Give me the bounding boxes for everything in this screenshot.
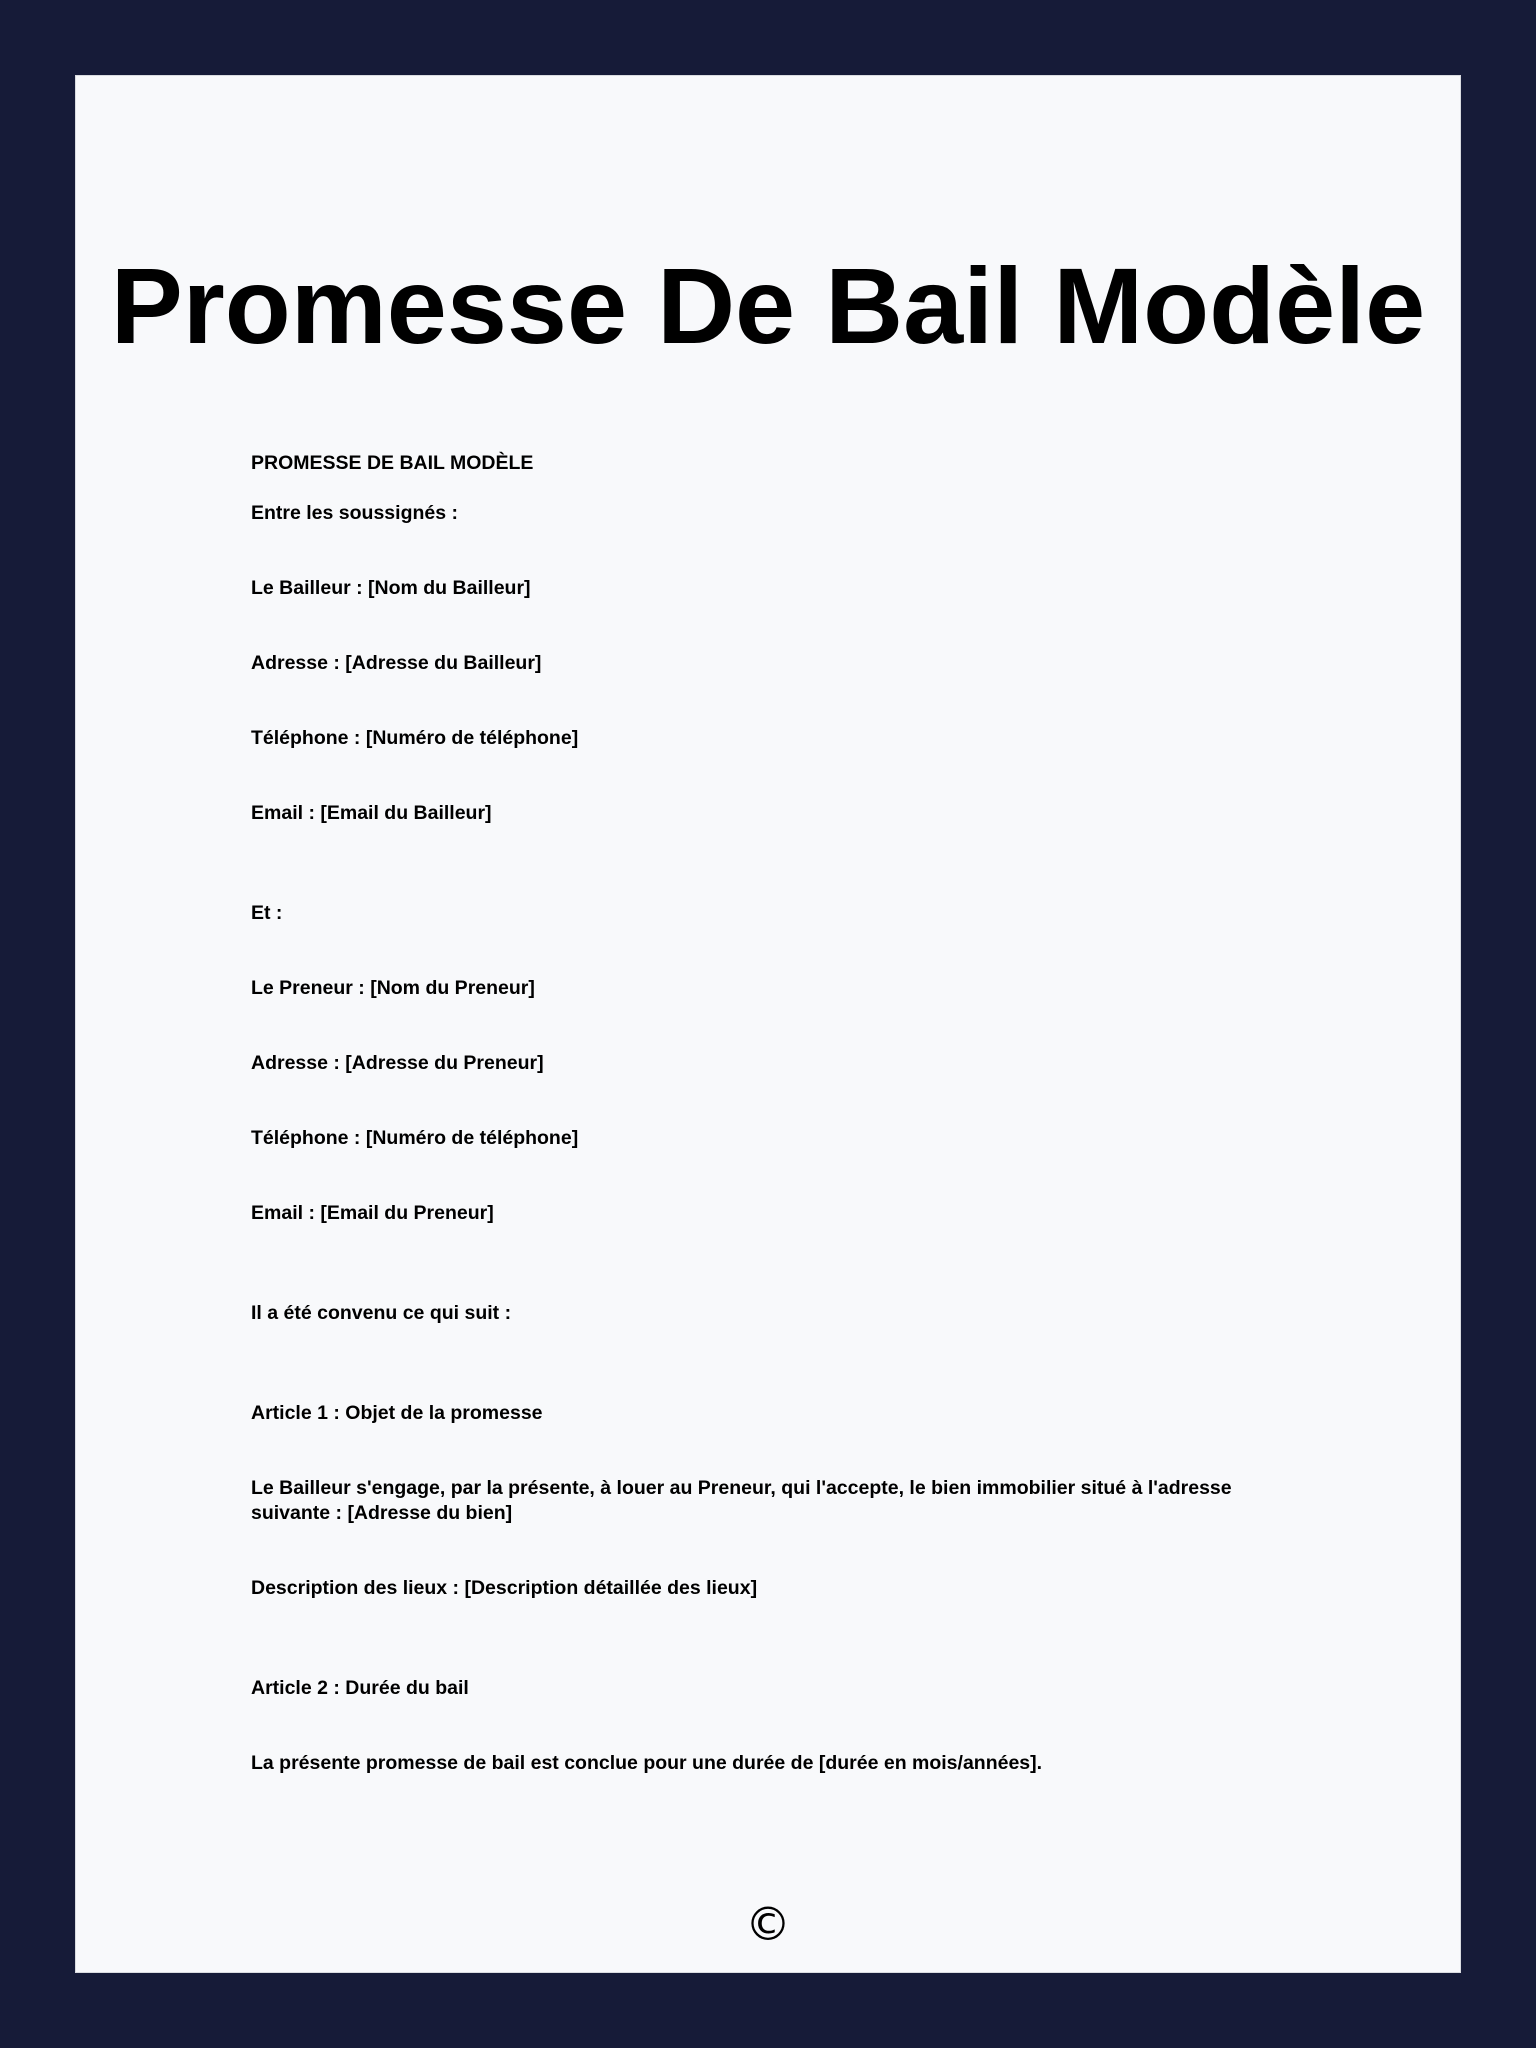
preneur-email: Email : [Email du Preneur]	[251, 1202, 494, 1224]
bailleur-email: Email : [Email du Bailleur]	[251, 802, 492, 824]
bailleur-name: Le Bailleur : [Nom du Bailleur]	[251, 577, 531, 599]
premises-description: Description des lieux : [Description détaillée des lieux]	[251, 1577, 758, 1599]
and-line: Et :	[251, 902, 283, 924]
article-2-heading: Article 2 : Durée du bail	[251, 1677, 469, 1699]
article-1-text: Le Bailleur s'engage, par la présente, à louer au Preneur, qui l'accepte, le bien immobilier situé à l'adresse suivante : [Adresse du bien]	[251, 1477, 1232, 1524]
parties-intro: Entre les soussignés :	[251, 502, 458, 524]
article-2-text: La présente promesse de bail est conclue pour une durée de [durée en mois/années].	[251, 1752, 1043, 1774]
preneur-address: Adresse : [Adresse du Preneur]	[251, 1052, 544, 1074]
heading-line: PROMESSE DE BAIL MODÈLE	[251, 452, 534, 474]
bailleur-address: Adresse : [Adresse du Bailleur]	[251, 652, 542, 674]
copyright-icon: ©	[745, 1897, 791, 1951]
article-1-heading: Article 1 : Objet de la promesse	[251, 1402, 543, 1424]
bailleur-phone: Téléphone : [Numéro de téléphone]	[251, 727, 579, 749]
preneur-name: Le Preneur : [Nom du Preneur]	[251, 977, 535, 999]
document-title: Promesse De Bail Modèle	[110, 245, 1426, 366]
document-page	[75, 75, 1461, 1973]
agreement-intro: Il a été convenu ce qui suit :	[251, 1302, 512, 1324]
preneur-phone: Téléphone : [Numéro de téléphone]	[251, 1127, 579, 1149]
